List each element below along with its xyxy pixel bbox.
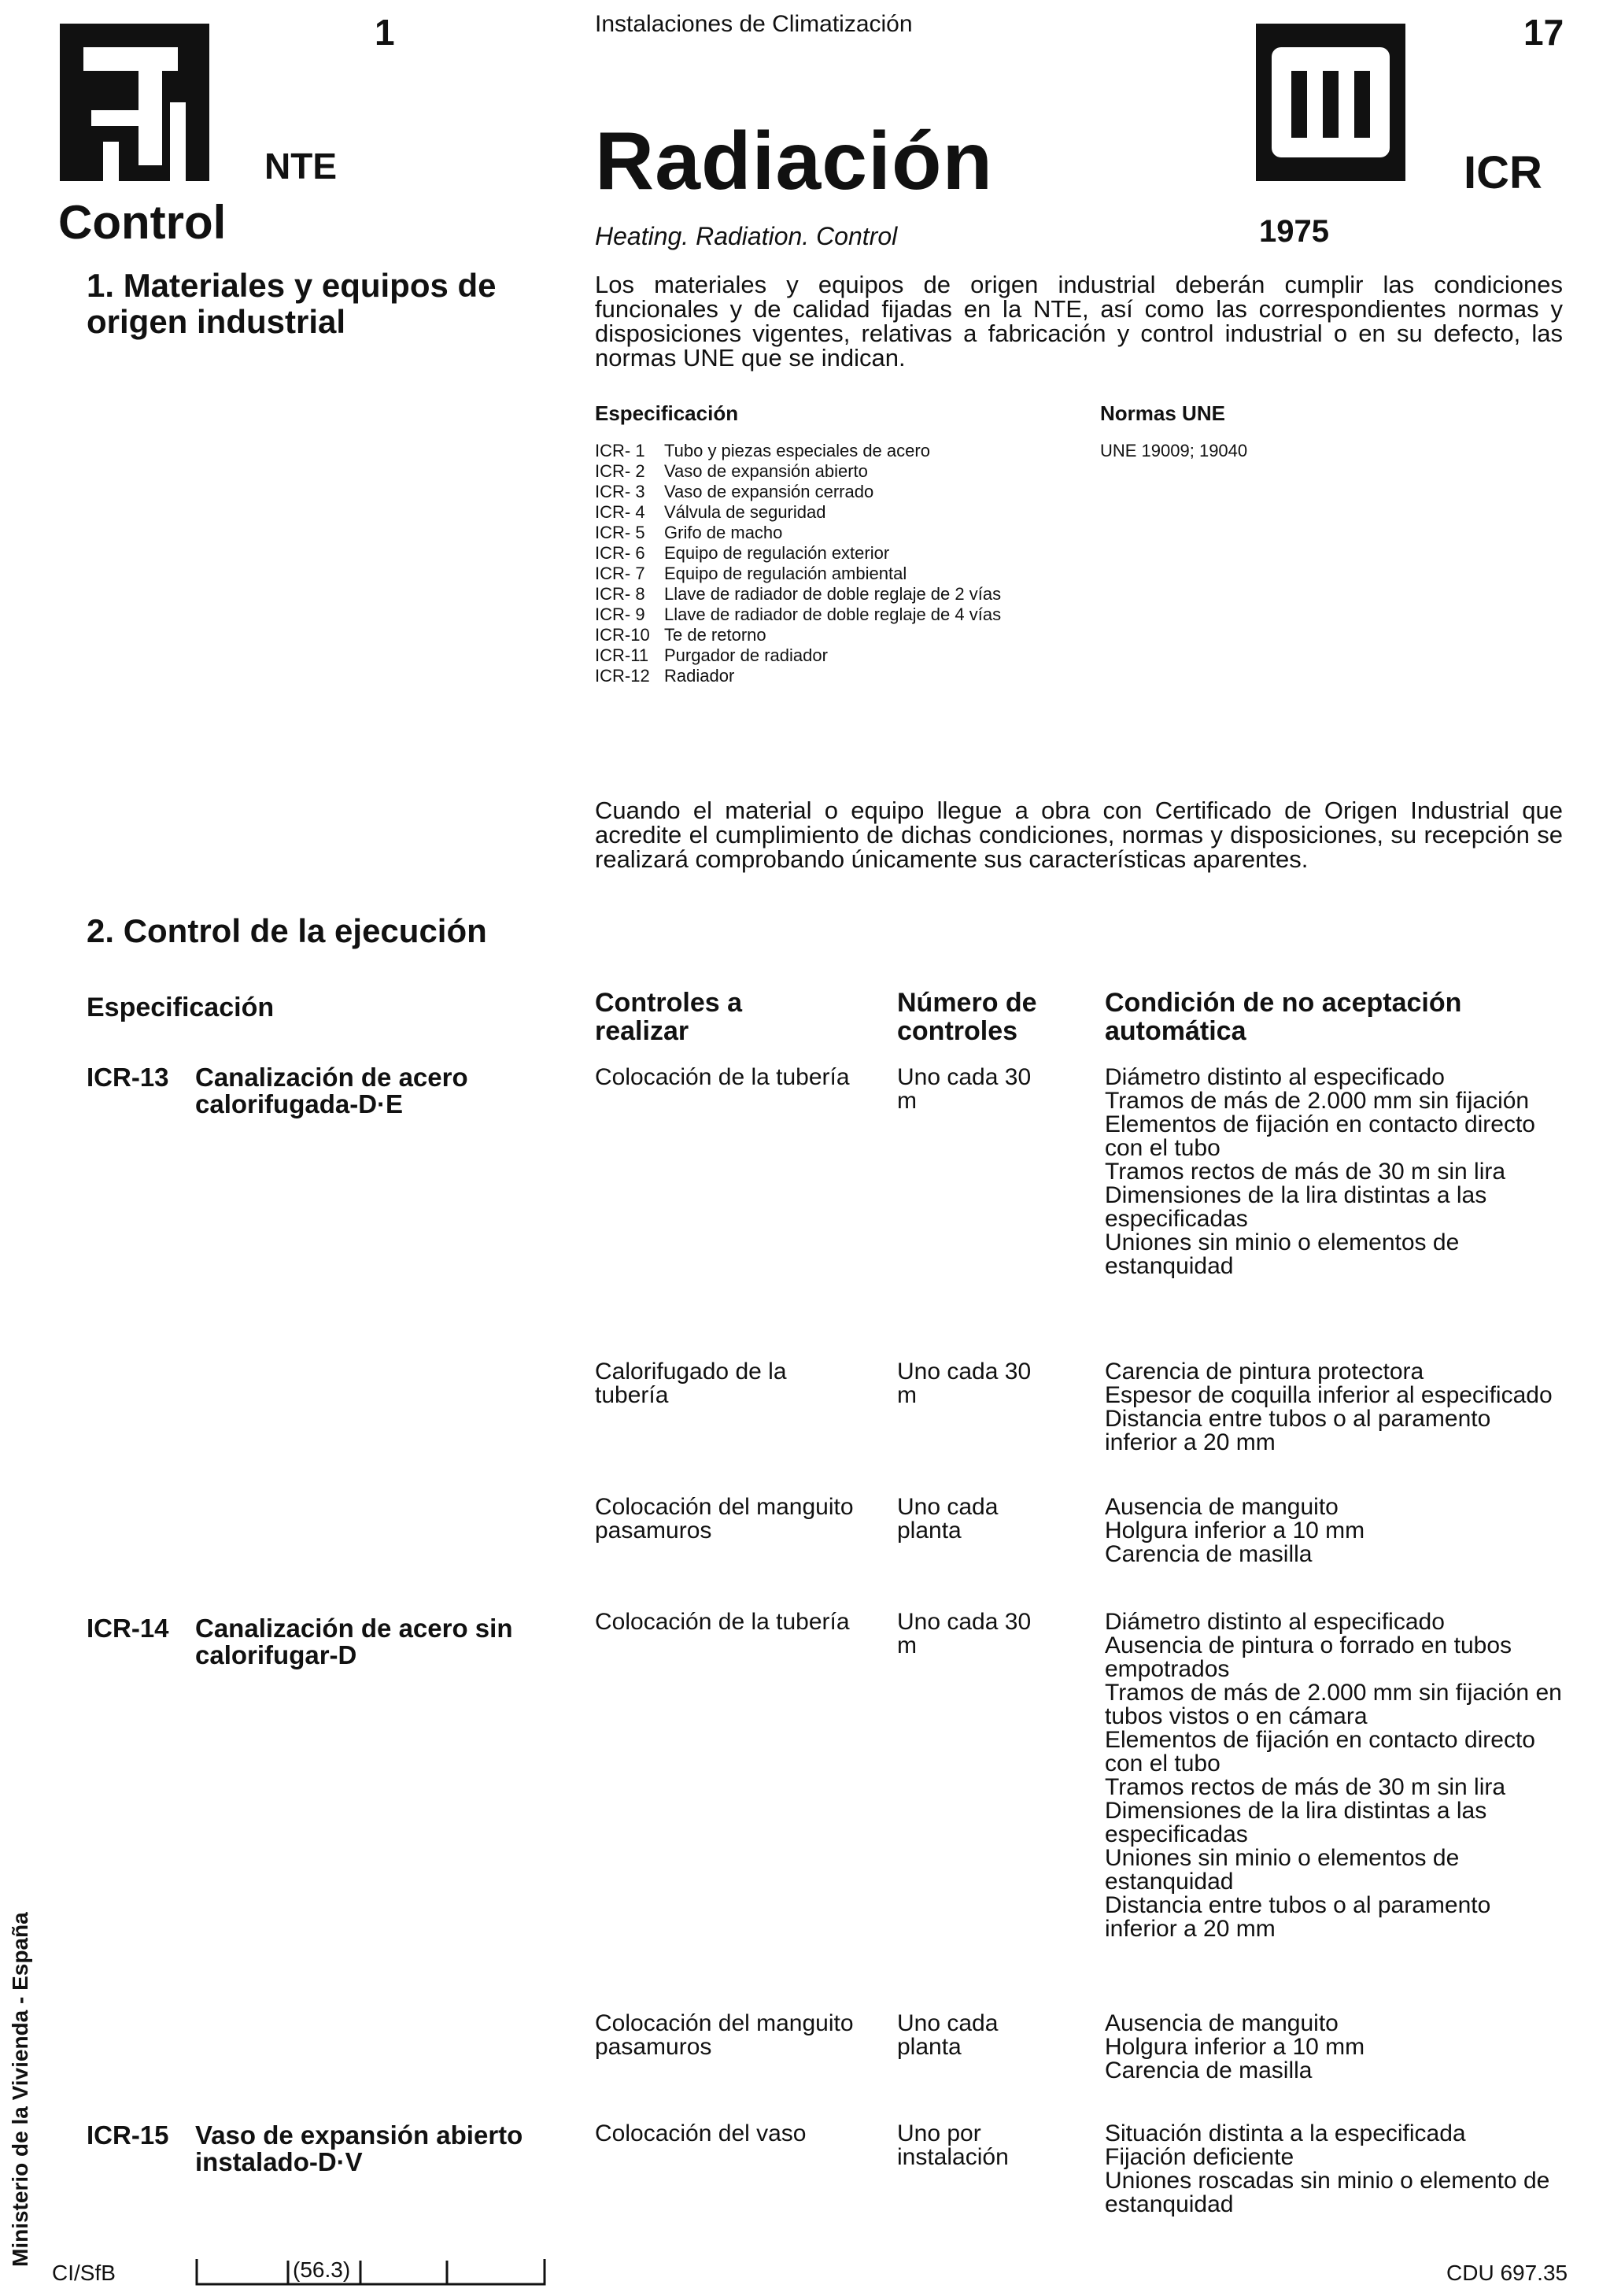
control-number: Uno por instalación: [897, 2120, 1009, 2170]
condition-list: [1105, 1610, 1569, 1941]
control-item: Colocación del vaso: [595, 2120, 807, 2146]
section1-intro: Los materiales y equipos de origen industrial deberán cumplir las condiciones funcionales y de calidad fijadas en la NTE, así como las correspondientes normas y disposiciones vigentes, relativas a fabricación y control industrial o en su defecto, las normas UNE que se indican.: [595, 271, 1563, 372]
list-item: ICR- 7 Equipo de regulación ambiental: [595, 564, 907, 583]
condition-list: [1105, 2122, 1569, 2217]
section-label: Instalaciones de Climatización: [595, 11, 913, 37]
col-header-spec: Especificación: [87, 993, 275, 1022]
list-item: ICR- 9 Llave de radiador de doble reglaje de 4 vías: [595, 605, 1002, 624]
condition-item: Tramos de más de 2.000 mm sin fijación: [1105, 1088, 1530, 1114]
page-title: Radiación: [595, 116, 993, 207]
classification-box: [195, 2257, 546, 2286]
list-item: ICR- 2 Vaso de expansión abierto: [595, 461, 868, 481]
control-heading: Control: [58, 196, 227, 249]
condition-item: Tramos rectos de más de 30 m sin lira: [1105, 1159, 1506, 1185]
row-name: Vaso de expansión abierto instalado-D·V: [195, 2120, 523, 2176]
page-subtitle: Heating. Radiation. Control: [595, 222, 898, 250]
control-number: Uno cada 30 m: [897, 1064, 1032, 1114]
edition-year: 1975: [1259, 214, 1329, 249]
row-code: ICR-15: [87, 2120, 169, 2150]
list-item: ICR-12 Radiador: [595, 666, 735, 686]
page-right-number: 17: [1523, 12, 1564, 53]
row-code: ICR-14: [87, 1614, 169, 1643]
cisfb-label: CI/SfB: [52, 2261, 116, 2285]
nte-code: ICR: [1464, 147, 1542, 198]
condition-item: Tramos de más de 2.000 mm sin fijación en tubos vistos o en cámara: [1105, 1680, 1562, 1729]
col-header-controls: Controles a realizar: [595, 988, 743, 1046]
page-left-number: 1: [375, 12, 395, 53]
condition-item: Carencia de pintura protectora: [1105, 1359, 1424, 1385]
condition-item: Uniones sin minio o elementos de estanquidad: [1105, 1229, 1460, 1279]
condition-item: Ausencia de pintura o forrado en tubos empotrados: [1105, 1632, 1512, 1682]
row-name: Canalización de acero calorifugada-D·E: [195, 1063, 468, 1118]
control-number: Uno cada 30 m: [897, 1359, 1032, 1408]
condition-item: Ausencia de manguito: [1105, 1494, 1339, 1520]
condition-item: Distancia entre tubos o al paramento inferior a 20 mm: [1105, 1406, 1491, 1455]
control-item: Colocación del manguito pasamuros: [595, 1494, 854, 1544]
row-name: Canalización de acero sin calorifugar-D: [195, 1614, 513, 1669]
section1-heading: 1. Materiales y equipos de origen industrial: [87, 267, 497, 340]
condition-item: Dimensiones de la lira distintas a las especificadas: [1105, 1798, 1487, 1847]
list-item: ICR-11 Purgador de radiador: [595, 645, 828, 665]
list-item: ICR- 8 Llave de radiador de doble reglaje de 2 vías: [595, 584, 1002, 604]
list-item: ICR- 6 Equipo de regulación exterior: [595, 543, 890, 563]
condition-item: Carencia de masilla: [1105, 1541, 1313, 1567]
condition-item: Espesor de coquilla inferior al especificado: [1105, 1382, 1553, 1408]
control-logo: [60, 24, 209, 181]
section2-heading: 2. Control de la ejecución: [87, 912, 487, 949]
nte-label: NTE: [264, 146, 337, 187]
condition-item: Ausencia de manguito: [1105, 2010, 1339, 2036]
condition-item: Elementos de fijación en contacto directo con el tubo: [1105, 1727, 1535, 1777]
condition-item: Diámetro distinto al especificado: [1105, 1609, 1445, 1635]
classification-code: (56.3): [293, 2257, 351, 2282]
ministry-side-text: Ministerio de la Vivienda - España: [8, 1912, 32, 2267]
control-item: Colocación de la tubería: [595, 1609, 850, 1635]
condition-item: Carencia de masilla: [1105, 2058, 1313, 2083]
condition-item: Uniones sin minio o elementos de estanquidad: [1105, 1845, 1460, 1895]
control-number: Uno cada 30 m: [897, 1609, 1032, 1658]
condition-item: Uniones roscadas sin minio o elemento de estanquidad: [1105, 2168, 1550, 2217]
col-header-condition: Condición de no aceptación automática: [1105, 988, 1462, 1046]
condition-list: [1105, 1496, 1569, 1566]
condition-list: [1105, 1360, 1569, 1455]
control-item: Colocación de la tubería: [595, 1064, 850, 1090]
cdu-label: CDU 697.35: [1446, 2261, 1568, 2285]
list-item: ICR-10 Te de retorno: [595, 625, 766, 645]
condition-item: Holgura inferior a 10 mm: [1105, 1518, 1365, 1544]
norms-column-header: Normas UNE: [1100, 401, 1225, 425]
condition-item: Dimensiones de la lira distintas a las especificadas: [1105, 1182, 1487, 1232]
col-header-number: Número de controles: [897, 988, 1037, 1046]
condition-item: Distancia entre tubos o al paramento inferior a 20 mm: [1105, 1892, 1491, 1942]
condition-item: Situación distinta a la especificada: [1105, 2120, 1466, 2146]
spec-column-header: Especificación: [595, 401, 739, 425]
condition-list: [1105, 1066, 1569, 1278]
control-number: Uno cada planta: [897, 1494, 999, 1544]
list-item: ICR- 5 Grifo de macho: [595, 523, 783, 542]
control-item: Colocación del manguito pasamuros: [595, 2010, 854, 2060]
condition-item: Holgura inferior a 10 mm: [1105, 2034, 1365, 2060]
radiator-logo: [1256, 24, 1405, 181]
condition-item: Diámetro distinto al especificado: [1105, 1064, 1445, 1090]
list-item: ICR- 1 Tubo y piezas especiales de acero: [595, 441, 930, 460]
spec-list: [595, 441, 1067, 686]
condition-item: Fijación deficiente: [1105, 2144, 1294, 2170]
condition-item: Elementos de fijación en contacto directo con el tubo: [1105, 1111, 1535, 1161]
list-item: ICR- 4 Válvula de seguridad: [595, 502, 826, 522]
norms-value: UNE 19009; 19040: [1100, 441, 1248, 460]
control-item: Calorifugado de la tubería: [595, 1359, 787, 1408]
condition-item: Tramos rectos de más de 30 m sin lira: [1105, 1774, 1506, 1800]
list-item: ICR- 3 Vaso de expansión cerrado: [595, 482, 874, 501]
control-number: Uno cada planta: [897, 2010, 999, 2060]
row-code: ICR-13: [87, 1063, 169, 1092]
section1-closing: Cuando el material o equipo llegue a obra con Certificado de Origen Industrial que acredite el cumplimiento de dichas condiciones, normas y disposiciones, su recepción se realizará comprobando únicamente sus características aparentes.: [595, 797, 1563, 873]
condition-list: [1105, 2012, 1569, 2083]
